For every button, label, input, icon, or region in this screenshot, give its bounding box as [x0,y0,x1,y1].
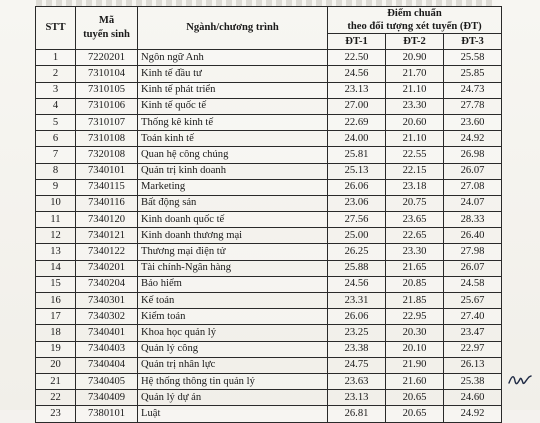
row-program-name: Quan hệ công chúng [138,147,328,163]
row-score-dt1: 24.75 [328,357,386,373]
row-stt: 18 [36,325,76,341]
row-score-dt2: 20.65 [386,406,444,422]
table-row [36,390,502,406]
row-program-name: Quản trị kinh doanh [138,163,328,179]
row-program-name: Kiểm toán [138,309,328,325]
row-code: 7310108 [76,131,138,147]
row-code: 7340122 [76,244,138,260]
header-code [76,7,138,50]
row-stt: 15 [36,276,76,292]
row-stt: 10 [36,195,76,211]
row-score-dt2: 22.15 [386,163,444,179]
row-score-dt1: 25.81 [328,147,386,163]
row-code: 7220201 [76,50,138,66]
row-score-dt3: 24.07 [444,195,502,211]
row-stt: 12 [36,228,76,244]
header-code-line1: Mã [98,15,115,27]
table-row [36,163,502,179]
row-score-dt1: 23.06 [328,195,386,211]
table-row [36,195,502,211]
row-score-dt2: 21.90 [386,357,444,373]
row-program-name: Kinh tế phát triển [138,82,328,98]
row-score-dt3: 27.40 [444,309,502,325]
row-score-dt2: 21.10 [386,131,444,147]
row-program-name: Kinh tế đầu tư [138,66,328,82]
row-score-dt2: 23.65 [386,212,444,228]
row-program-name: Quản lý dự án [138,390,328,406]
row-program-name: Bảo hiểm [138,276,328,292]
row-stt: 8 [36,163,76,179]
row-code: 7340204 [76,276,138,292]
row-score-dt2: 20.75 [386,195,444,211]
row-score-dt1: 26.06 [328,179,386,195]
row-program-name: Thống kê kinh tế [138,114,328,130]
row-score-dt1: 26.06 [328,309,386,325]
row-score-dt2: 21.60 [386,373,444,389]
row-score-dt1: 26.25 [328,244,386,260]
row-score-dt2: 20.90 [386,50,444,66]
row-score-dt1: 23.38 [328,341,386,357]
row-code: 7310107 [76,114,138,130]
row-program-name: Marketing [138,179,328,195]
row-score-dt2: 21.10 [386,82,444,98]
row-score-dt3: 24.58 [444,276,502,292]
header-score-title-line2: theo đối tượng xét tuyển (ĐT) [347,21,482,32]
table-row [36,309,502,325]
row-stt: 21 [36,373,76,389]
row-score-dt2: 23.30 [386,98,444,114]
header-program: Ngành/chương trình [138,7,328,50]
row-score-dt3: 25.58 [444,50,502,66]
row-stt: 16 [36,293,76,309]
row-score-dt2: 23.18 [386,179,444,195]
row-program-name: Hệ thống thông tin quản lý [138,373,328,389]
row-stt: 22 [36,390,76,406]
row-score-dt1: 26.81 [328,406,386,422]
row-stt: 5 [36,114,76,130]
row-code: 7320108 [76,147,138,163]
header-dt1: ĐT-1 [328,34,386,50]
row-score-dt3: 28.33 [444,212,502,228]
table-row [36,357,502,373]
row-code: 7340116 [76,195,138,211]
header-stt: STT [36,7,76,50]
row-program-name: Toán kinh tế [138,131,328,147]
row-score-dt3: 26.40 [444,228,502,244]
row-score-dt1: 23.13 [328,390,386,406]
row-score-dt3: 23.60 [444,114,502,130]
row-score-dt2: 20.60 [386,114,444,130]
row-score-dt2: 20.30 [386,325,444,341]
row-score-dt3: 26.13 [444,357,502,373]
row-score-dt3: 27.08 [444,179,502,195]
row-score-dt2: 20.65 [386,390,444,406]
row-code: 7340115 [76,179,138,195]
row-code: 7340101 [76,163,138,179]
admission-score-table [35,6,502,423]
row-stt: 23 [36,406,76,422]
row-score-dt3: 24.92 [444,406,502,422]
row-score-dt1: 27.56 [328,212,386,228]
header-dt3: ĐT-3 [444,34,502,50]
header-dt2: ĐT-2 [386,34,444,50]
row-score-dt3: 25.67 [444,293,502,309]
row-code: 7340301 [76,293,138,309]
row-code: 7310104 [76,66,138,82]
table-row [36,406,502,422]
row-score-dt3: 23.47 [444,325,502,341]
row-program-name: Kinh doanh quốc tế [138,212,328,228]
row-score-dt2: 21.70 [386,66,444,82]
table-row [36,373,502,389]
row-code: 7340403 [76,341,138,357]
row-stt: 1 [36,50,76,66]
row-score-dt3: 22.97 [444,341,502,357]
table-row [36,228,502,244]
row-score-dt1: 23.63 [328,373,386,389]
table-row [36,260,502,276]
row-score-dt3: 25.85 [444,66,502,82]
row-code: 7340302 [76,309,138,325]
row-code: 7340401 [76,325,138,341]
table-row [36,114,502,130]
row-stt: 6 [36,131,76,147]
row-score-dt2: 21.65 [386,260,444,276]
row-score-dt3: 24.92 [444,131,502,147]
table-row [36,82,502,98]
row-score-dt2: 21.85 [386,293,444,309]
header-score-title [328,7,502,34]
row-code: 7340201 [76,260,138,276]
header-score-title-line1: Điểm chuẩn [387,8,442,19]
row-score-dt1: 25.88 [328,260,386,276]
table-row [36,131,502,147]
row-score-dt1: 25.13 [328,163,386,179]
row-program-name: Bất động sản [138,195,328,211]
row-program-name: Thương mại điện tử [138,244,328,260]
row-stt: 3 [36,82,76,98]
row-score-dt1: 24.56 [328,66,386,82]
table-row [36,341,502,357]
row-score-dt1: 23.31 [328,293,386,309]
row-stt: 19 [36,341,76,357]
row-stt: 17 [36,309,76,325]
row-code: 7340409 [76,390,138,406]
handwritten-signature-icon [507,371,533,389]
row-score-dt1: 23.13 [328,82,386,98]
row-score-dt3: 27.78 [444,98,502,114]
row-score-dt1: 22.69 [328,114,386,130]
row-code: 7340405 [76,373,138,389]
table-body [36,50,502,422]
row-score-dt1: 27.00 [328,98,386,114]
row-score-dt3: 24.60 [444,390,502,406]
row-score-dt2: 22.95 [386,309,444,325]
row-program-name: Kinh tế quốc tế [138,98,328,114]
row-code: 7340120 [76,212,138,228]
table-row [36,293,502,309]
row-stt: 2 [36,66,76,82]
row-program-name: Khoa học quản lý [138,325,328,341]
table-row [36,212,502,228]
row-score-dt2: 23.30 [386,244,444,260]
row-program-name: Kế toán [138,293,328,309]
row-stt: 14 [36,260,76,276]
table-row [36,276,502,292]
row-score-dt2: 20.10 [386,341,444,357]
row-score-dt1: 24.00 [328,131,386,147]
row-score-dt2: 22.55 [386,147,444,163]
row-score-dt2: 22.65 [386,228,444,244]
row-score-dt1: 25.00 [328,228,386,244]
row-stt: 4 [36,98,76,114]
header-code-line2: tuyển sinh [83,29,130,41]
table-row [36,50,502,66]
row-code: 7310105 [76,82,138,98]
table-row [36,98,502,114]
table-row [36,179,502,195]
row-program-name: Kinh doanh thương mại [138,228,328,244]
row-program-name: Quản lý công [138,341,328,357]
row-score-dt3: 25.38 [444,373,502,389]
row-score-dt3: 26.98 [444,147,502,163]
row-score-dt3: 27.98 [444,244,502,260]
row-code: 7380101 [76,406,138,422]
row-code: 7340121 [76,228,138,244]
row-program-name: Ngôn ngữ Anh [138,50,328,66]
row-score-dt1: 24.56 [328,276,386,292]
row-program-name: Luật [138,406,328,422]
row-score-dt3: 26.07 [444,260,502,276]
row-code: 7340404 [76,357,138,373]
row-score-dt2: 20.85 [386,276,444,292]
table-row [36,244,502,260]
row-stt: 9 [36,179,76,195]
row-score-dt3: 24.73 [444,82,502,98]
row-program-name: Quản trị nhân lực [138,357,328,373]
row-score-dt1: 22.50 [328,50,386,66]
row-score-dt3: 26.07 [444,163,502,179]
row-code: 7310106 [76,98,138,114]
table-row [36,325,502,341]
row-program-name: Tài chính-Ngân hàng [138,260,328,276]
table-row [36,66,502,82]
row-score-dt1: 23.25 [328,325,386,341]
row-stt: 13 [36,244,76,260]
row-stt: 7 [36,147,76,163]
table-row [36,147,502,163]
row-stt: 20 [36,357,76,373]
row-stt: 11 [36,212,76,228]
